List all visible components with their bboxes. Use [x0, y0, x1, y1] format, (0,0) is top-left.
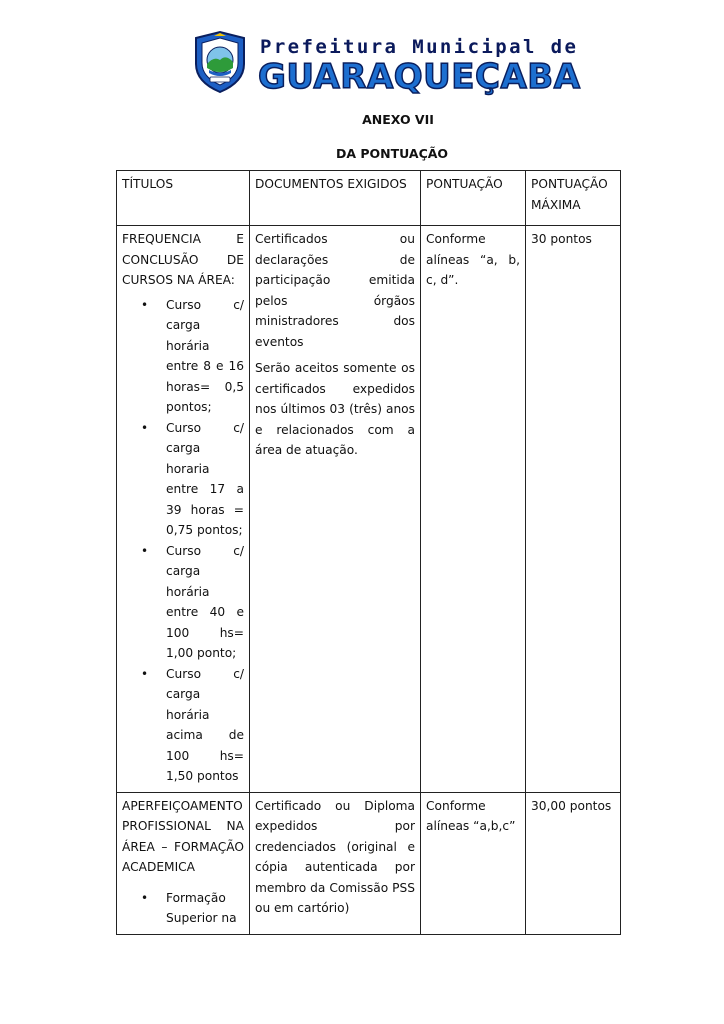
score-text: Conforme alíneas “a, b, c, d”. — [426, 232, 520, 287]
course-list — [122, 888, 244, 929]
course-list — [122, 295, 244, 787]
max-score-cell — [526, 226, 621, 793]
city-name: GUARAQUEÇABA — [258, 57, 581, 97]
documents-text: Certificado ou Diploma expedidos por credenciados (original e cópia autenticada por membro da Comissão PSS ou em cartório) — [255, 798, 415, 915]
list-item-text: Curso c/ carga horária acima de 100 hs= 1,50 pontos — [166, 666, 244, 783]
max-score-text: 30,00 pontos — [531, 798, 612, 813]
max-score-text: 30 pontos — [531, 232, 592, 246]
list-item-text: Curso c/ carga horaria entre 17 a 39 horas = 0,75 pontos; — [166, 420, 244, 537]
municipal-logo — [188, 30, 581, 100]
scoring-table — [116, 170, 621, 935]
table-row — [117, 226, 621, 793]
list-item — [141, 664, 244, 787]
header-titles: TÍTULOS — [117, 171, 250, 226]
bullet-icon: • — [141, 890, 149, 905]
bullet-icon: • — [141, 297, 149, 312]
bullet-icon: • — [141, 543, 149, 558]
bullet-icon: • — [141, 420, 149, 435]
documents-text: Certificados ou declarações de participação emitida pelos órgãos ministradores dos eventos — [255, 232, 415, 349]
header-documents: DOCUMENTOS EXIGIDOS — [250, 171, 421, 226]
list-item — [141, 418, 244, 541]
section-title: DA PONTUAÇÃO — [335, 146, 449, 161]
titles-cell — [117, 226, 250, 793]
list-item-text: Curso c/ carga horária entre 8 e 16 horas= 0,5 pontos; — [166, 297, 244, 414]
list-item — [141, 541, 244, 664]
documents-cell — [250, 226, 421, 793]
score-text: Conforme alíneas “a,b,c” — [426, 798, 516, 833]
table-header-row — [117, 171, 621, 226]
list-item-text: Formação Superior na — [166, 890, 237, 925]
list-item — [141, 888, 244, 929]
table-row — [117, 792, 621, 934]
score-cell — [421, 792, 526, 934]
titles-cell — [117, 792, 250, 934]
list-item-text: Curso c/ carga horária entre 40 e 100 hs= 1,00 ponto; — [166, 543, 244, 660]
max-score-cell — [526, 792, 621, 934]
bullet-icon: • — [141, 666, 149, 681]
header-max-score: PONTUAÇÃO MÁXIMA — [526, 171, 621, 226]
annex-title: ANEXO VII — [362, 112, 434, 127]
coat-of-arms-icon — [192, 30, 248, 94]
list-item — [141, 295, 244, 418]
documents-cell — [250, 792, 421, 934]
header-score: PONTUAÇÃO — [421, 171, 526, 226]
municipality-line: Prefeitura Municipal de — [260, 36, 579, 58]
row-title: FREQUENCIA E CONCLUSÃO DE CURSOS NA ÁREA: — [122, 232, 244, 287]
documents-note: Serão aceitos somente os certificados expedidos nos últimos 03 (três) anos e relacionados com a área de atuação. — [255, 361, 415, 457]
row-title: APERFEIÇOAMENTO PROFISSIONAL NA ÁREA – FORMAÇÃO ACADEMICA — [122, 798, 244, 874]
score-cell — [421, 226, 526, 793]
